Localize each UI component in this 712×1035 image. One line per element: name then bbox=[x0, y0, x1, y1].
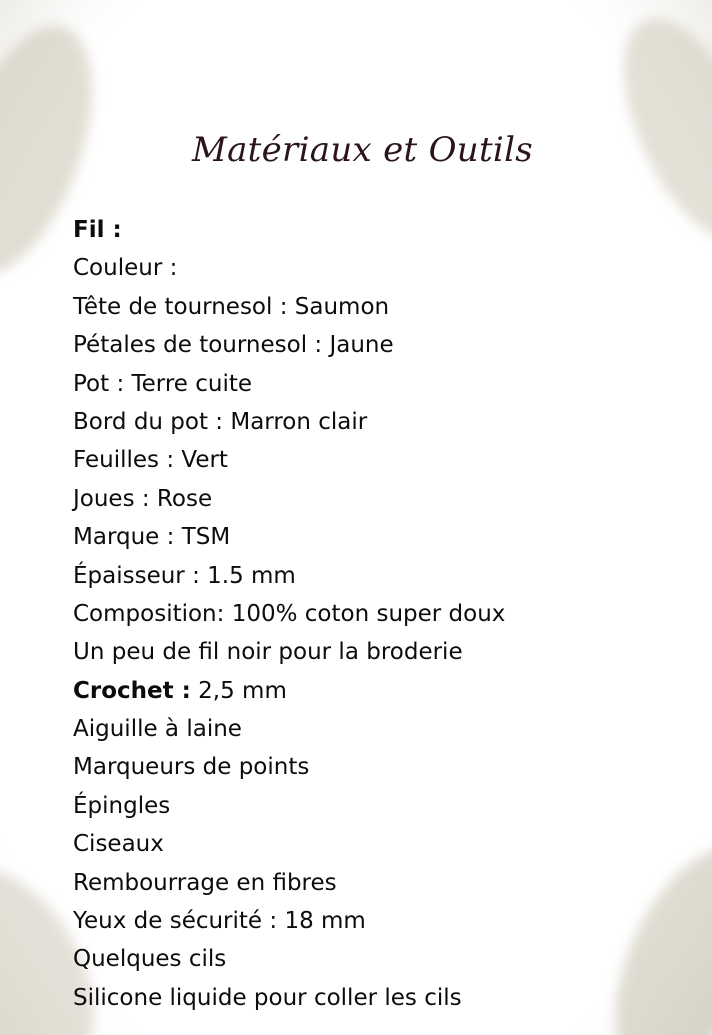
list-item bbox=[73, 672, 505, 710]
list-item bbox=[73, 710, 505, 748]
list-item bbox=[73, 902, 505, 940]
list-item bbox=[73, 825, 505, 863]
list-item-text: Yeux de sécurité : 18 mm bbox=[73, 908, 366, 935]
list-item-text: Aiguille à laine bbox=[73, 716, 242, 743]
list-item-text: Tête de tournesol : Saumon bbox=[73, 293, 390, 320]
list-item-bold: Crochet : bbox=[73, 677, 191, 704]
background-streak bbox=[585, 826, 712, 1035]
list-item-text: Silicone liquide pour coller les cils bbox=[73, 984, 462, 1011]
list-item bbox=[73, 787, 505, 825]
materials-list bbox=[73, 211, 505, 1017]
list-item-text: Feuilles : Vert bbox=[73, 447, 228, 474]
list-item-text: Bord du pot : Marron clair bbox=[73, 408, 368, 435]
list-item-text: 2,5 mm bbox=[190, 677, 287, 704]
list-item bbox=[73, 633, 505, 671]
list-item-text: Épaisseur : 1.5 mm bbox=[73, 562, 296, 589]
list-item-text: Joues : Rose bbox=[73, 485, 213, 512]
list-item-text: Marque : TSM bbox=[73, 524, 231, 551]
list-item bbox=[73, 518, 505, 556]
list-item-bold: Fil : bbox=[73, 217, 122, 243]
list-item bbox=[73, 557, 505, 595]
list-item-text: Rembourrage en fibres bbox=[73, 869, 337, 896]
list-item-text: Marqueurs de points bbox=[73, 754, 310, 781]
list-item-text: Un peu de fil noir pour la broderie bbox=[73, 639, 463, 666]
list-item bbox=[73, 940, 505, 978]
list-item bbox=[73, 595, 505, 633]
list-item bbox=[73, 211, 505, 249]
list-item bbox=[73, 748, 505, 786]
list-item bbox=[73, 326, 505, 364]
list-item bbox=[73, 365, 505, 403]
page-title: Matériaux et Outils bbox=[191, 130, 534, 170]
list-item bbox=[73, 864, 505, 902]
list-item bbox=[73, 480, 505, 518]
list-item-text: Épingles bbox=[73, 792, 171, 819]
list-item-text: Composition: 100% coton super doux bbox=[73, 600, 506, 627]
list-item bbox=[73, 249, 505, 287]
list-item bbox=[73, 403, 505, 441]
list-item-text: Ciseaux bbox=[73, 831, 164, 858]
list-item-text: Quelques cils bbox=[73, 946, 227, 973]
list-item bbox=[73, 979, 505, 1017]
list-item bbox=[73, 288, 505, 326]
list-item-text: Pot : Terre cuite bbox=[73, 370, 253, 397]
list-item bbox=[73, 441, 505, 479]
list-item-text: Couleur : bbox=[73, 255, 178, 282]
list-item-text: Pétales de tournesol : Jaune bbox=[73, 332, 394, 359]
